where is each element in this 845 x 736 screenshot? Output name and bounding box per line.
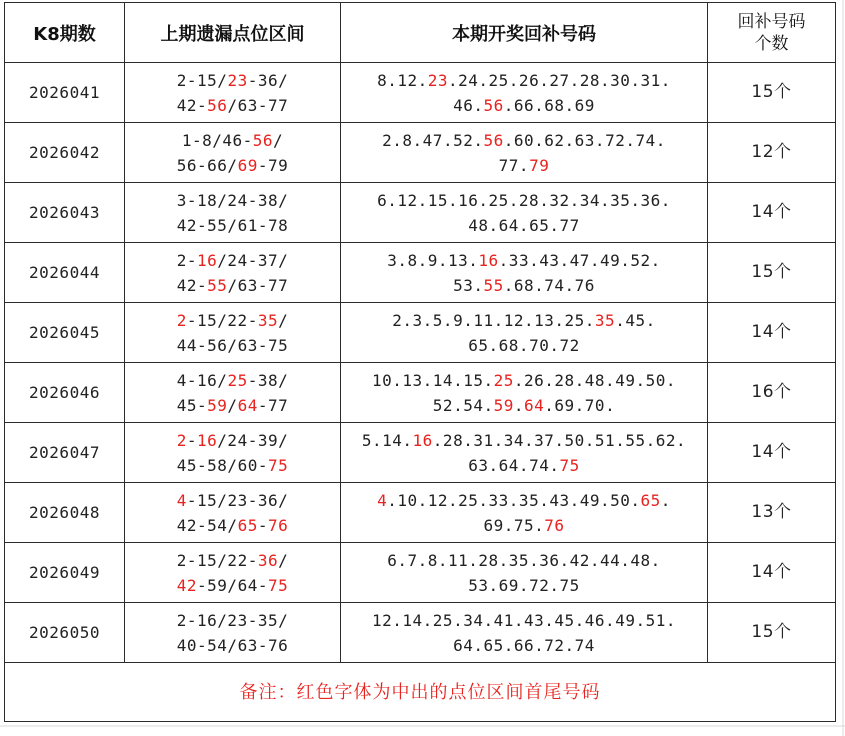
number-text: .28.31.34.37.50.51.55.62. bbox=[432, 430, 687, 450]
header-row bbox=[5, 3, 836, 63]
number-text: 2- bbox=[176, 250, 198, 270]
interval-line bbox=[125, 573, 340, 598]
numbers-line bbox=[341, 188, 707, 213]
highlighted-number: 64 bbox=[237, 395, 258, 415]
highlighted-number: 55 bbox=[483, 275, 504, 295]
interval-line bbox=[125, 93, 340, 118]
number-text: 69.75. bbox=[483, 515, 545, 535]
numbers-line bbox=[341, 633, 707, 658]
interval-line bbox=[125, 68, 340, 93]
highlighted-number: 4 bbox=[377, 490, 388, 510]
number-text: 2.8.47.52. bbox=[382, 130, 484, 150]
highlighted-number: 16 bbox=[412, 430, 433, 450]
highlighted-number: 4 bbox=[176, 490, 187, 510]
numbers-line bbox=[341, 68, 707, 93]
number-text: 65.68.70.72 bbox=[468, 335, 580, 355]
number-text: 3-18/24-38/ bbox=[176, 190, 289, 210]
highlighted-number: 79 bbox=[529, 155, 550, 175]
number-text: -77 bbox=[257, 395, 289, 415]
number-text: 2.3.5.9.11.12.13.25. bbox=[392, 310, 595, 330]
numbers-line bbox=[341, 488, 707, 513]
table-row bbox=[5, 543, 836, 603]
interval-line bbox=[125, 633, 340, 658]
number-text: -59/64- bbox=[197, 575, 268, 595]
highlighted-number: 36 bbox=[257, 550, 279, 570]
interval-cell bbox=[125, 363, 341, 423]
numbers-line bbox=[341, 513, 707, 538]
highlighted-number: 25 bbox=[493, 370, 514, 390]
table-row bbox=[5, 423, 836, 483]
number-text: 8.12. bbox=[377, 70, 428, 90]
count-cell: 15个 bbox=[708, 63, 836, 123]
count-cell: 12个 bbox=[708, 123, 836, 183]
count-cell: 14个 bbox=[708, 423, 836, 483]
number-text: 2-15/22- bbox=[176, 550, 258, 570]
highlighted-number: 56 bbox=[483, 95, 504, 115]
number-text: 48.64.65.77 bbox=[468, 215, 580, 235]
interval-line bbox=[125, 188, 340, 213]
highlighted-number: 75 bbox=[267, 575, 289, 595]
number-text: 5.14. bbox=[361, 430, 413, 450]
count-cell: 14个 bbox=[708, 543, 836, 603]
numbers-cell bbox=[341, 423, 708, 483]
header-numbers: 本期开奖回补号码 bbox=[341, 3, 708, 63]
numbers-line bbox=[341, 393, 707, 418]
interval-cell bbox=[125, 243, 341, 303]
period-cell: 2026047 bbox=[5, 423, 125, 483]
number-text: 45- bbox=[176, 395, 208, 415]
numbers-cell bbox=[341, 123, 708, 183]
period-cell: 2026042 bbox=[5, 123, 125, 183]
header-period: K8期数 bbox=[5, 3, 125, 63]
highlighted-number: 16 bbox=[197, 430, 218, 450]
interval-line bbox=[125, 153, 340, 178]
number-text: 44-56/63-75 bbox=[176, 335, 289, 355]
table-row bbox=[5, 483, 836, 543]
number-text: /63-77 bbox=[227, 95, 289, 115]
interval-line bbox=[125, 308, 340, 333]
count-cell: 14个 bbox=[708, 303, 836, 363]
interval-line bbox=[125, 248, 340, 273]
interval-cell bbox=[125, 63, 341, 123]
number-text: -38/ bbox=[247, 370, 289, 390]
number-text: /24-39/ bbox=[217, 430, 289, 450]
numbers-line bbox=[341, 453, 707, 478]
number-text: . bbox=[513, 395, 524, 415]
highlighted-number: 56 bbox=[252, 130, 274, 150]
period-cell: 2026043 bbox=[5, 183, 125, 243]
lottery-table bbox=[4, 2, 836, 722]
header-count-line2: 个数 bbox=[754, 33, 789, 54]
period-cell: 2026045 bbox=[5, 303, 125, 363]
interval-cell bbox=[125, 603, 341, 663]
number-text: / bbox=[278, 550, 289, 570]
number-text: .24.25.26.27.28.30.31. bbox=[448, 70, 671, 90]
interval-cell bbox=[125, 543, 341, 603]
numbers-cell bbox=[341, 483, 708, 543]
highlighted-number: 69 bbox=[237, 155, 258, 175]
number-text: - bbox=[186, 430, 198, 450]
table-row bbox=[5, 303, 836, 363]
number-text: 77. bbox=[498, 155, 530, 175]
numbers-line bbox=[341, 608, 707, 633]
interval-line bbox=[125, 513, 340, 538]
number-text: -15/23-36/ bbox=[186, 490, 289, 510]
highlighted-number: 65 bbox=[640, 490, 661, 510]
count-cell: 13个 bbox=[708, 483, 836, 543]
number-text: / bbox=[273, 130, 284, 150]
interval-line bbox=[125, 368, 340, 393]
numbers-line bbox=[341, 333, 707, 358]
header-count-line1: 回补号码 bbox=[737, 11, 806, 32]
highlighted-number: 56 bbox=[207, 95, 228, 115]
highlighted-number: 42 bbox=[176, 575, 198, 595]
highlighted-number: 75 bbox=[559, 455, 580, 475]
number-text: .45. bbox=[615, 310, 656, 330]
numbers-line bbox=[341, 308, 707, 333]
number-text: 42-54/ bbox=[176, 515, 238, 535]
number-text: - bbox=[257, 515, 268, 535]
highlighted-number: 25 bbox=[227, 370, 248, 390]
highlighted-number: 16 bbox=[478, 250, 499, 270]
number-text: 40-54/63-76 bbox=[176, 635, 289, 655]
interval-line bbox=[125, 488, 340, 513]
highlighted-number: 2 bbox=[176, 430, 187, 450]
period-cell: 2026050 bbox=[5, 603, 125, 663]
period-cell: 2026046 bbox=[5, 363, 125, 423]
interval-line bbox=[125, 608, 340, 633]
highlighted-number: 65 bbox=[237, 515, 258, 535]
numbers-line bbox=[341, 428, 707, 453]
highlighted-number: 23 bbox=[427, 70, 448, 90]
number-text: / bbox=[278, 310, 289, 330]
highlighted-number: 35 bbox=[257, 310, 279, 330]
table-row bbox=[5, 363, 836, 423]
number-text: .10.12.25.33.35.43.49.50. bbox=[387, 490, 641, 510]
number-text: 63.64.74. bbox=[468, 455, 560, 475]
number-text: 10.13.14.15. bbox=[372, 370, 494, 390]
number-text: 2-16/23-35/ bbox=[176, 610, 289, 630]
number-text: 2-15/ bbox=[176, 70, 228, 90]
interval-cell bbox=[125, 183, 341, 243]
interval-line bbox=[125, 548, 340, 573]
numbers-line bbox=[341, 93, 707, 118]
count-cell: 15个 bbox=[708, 603, 836, 663]
table-row bbox=[5, 63, 836, 123]
interval-cell bbox=[125, 483, 341, 543]
header-count bbox=[708, 3, 836, 63]
numbers-cell bbox=[341, 183, 708, 243]
highlighted-number: 76 bbox=[544, 515, 565, 535]
interval-line bbox=[125, 428, 340, 453]
number-text: 46. bbox=[453, 95, 484, 115]
number-text: 1-8/46- bbox=[181, 130, 253, 150]
number-text: .66.68.69 bbox=[503, 95, 595, 115]
number-text: .68.74.76 bbox=[503, 275, 595, 295]
table-row bbox=[5, 603, 836, 663]
highlighted-number: 76 bbox=[267, 515, 289, 535]
numbers-cell bbox=[341, 603, 708, 663]
number-text: 6.7.8.11.28.35.36.42.44.48. bbox=[387, 550, 661, 570]
numbers-line bbox=[341, 153, 707, 178]
number-text: /63-77 bbox=[227, 275, 289, 295]
number-text: .33.43.47.49.52. bbox=[498, 250, 661, 270]
period-cell: 2026041 bbox=[5, 63, 125, 123]
highlighted-number: 16 bbox=[197, 250, 218, 270]
number-text: / bbox=[227, 395, 238, 415]
table-row bbox=[5, 243, 836, 303]
number-text: 56-66/ bbox=[176, 155, 238, 175]
number-text: 4-16/ bbox=[176, 370, 228, 390]
number-text: 6.12.15.16.25.28.32.34.35.36. bbox=[377, 190, 671, 210]
highlighted-number: 59 bbox=[493, 395, 514, 415]
number-text: 64.65.66.72.74 bbox=[453, 635, 595, 655]
interval-line bbox=[125, 213, 340, 238]
number-text: 45-58/60- bbox=[176, 455, 268, 475]
number-text: 42- bbox=[176, 275, 208, 295]
numbers-cell bbox=[341, 63, 708, 123]
interval-line bbox=[125, 393, 340, 418]
number-text: 53. bbox=[453, 275, 484, 295]
number-text: . bbox=[660, 490, 671, 510]
number-text: 42-55/61-78 bbox=[176, 215, 289, 235]
numbers-line bbox=[341, 248, 707, 273]
count-cell: 15个 bbox=[708, 243, 836, 303]
count-cell: 16个 bbox=[708, 363, 836, 423]
number-text: 52.54. bbox=[432, 395, 494, 415]
number-text: -36/ bbox=[247, 70, 289, 90]
number-text: -15/22- bbox=[186, 310, 258, 330]
numbers-line bbox=[341, 573, 707, 598]
numbers-line bbox=[341, 213, 707, 238]
highlighted-number: 75 bbox=[267, 455, 289, 475]
numbers-line bbox=[341, 368, 707, 393]
number-text: 53.69.72.75 bbox=[468, 575, 580, 595]
numbers-line bbox=[341, 273, 707, 298]
footer-note: 备注：红色字体为中出的点位区间首尾号码 bbox=[5, 663, 836, 722]
period-cell: 2026044 bbox=[5, 243, 125, 303]
period-cell: 2026048 bbox=[5, 483, 125, 543]
numbers-cell bbox=[341, 543, 708, 603]
number-text: 3.8.9.13. bbox=[387, 250, 479, 270]
table-row bbox=[5, 183, 836, 243]
highlighted-number: 23 bbox=[227, 70, 248, 90]
highlighted-number: 35 bbox=[594, 310, 616, 330]
highlighted-number: 2 bbox=[176, 310, 187, 330]
highlighted-number: 64 bbox=[524, 395, 545, 415]
highlighted-number: 55 bbox=[207, 275, 228, 295]
numbers-cell bbox=[341, 243, 708, 303]
number-text: .60.62.63.72.74. bbox=[503, 130, 666, 150]
footer-row bbox=[5, 663, 836, 722]
numbers-line bbox=[341, 548, 707, 573]
number-text: .26.28.48.49.50. bbox=[513, 370, 676, 390]
number-text: /24-37/ bbox=[217, 250, 289, 270]
period-cell: 2026049 bbox=[5, 543, 125, 603]
numbers-cell bbox=[341, 363, 708, 423]
number-text: -79 bbox=[257, 155, 289, 175]
interval-line bbox=[125, 453, 340, 478]
interval-line bbox=[125, 273, 340, 298]
table-row bbox=[5, 123, 836, 183]
interval-cell bbox=[125, 423, 341, 483]
numbers-cell bbox=[341, 303, 708, 363]
number-text: 42- bbox=[176, 95, 208, 115]
interval-cell bbox=[125, 303, 341, 363]
number-text: .69.70. bbox=[544, 395, 616, 415]
highlighted-number: 56 bbox=[483, 130, 504, 150]
interval-line bbox=[125, 128, 340, 153]
count-cell: 14个 bbox=[708, 183, 836, 243]
highlighted-number: 59 bbox=[207, 395, 228, 415]
header-interval: 上期遗漏点位区间 bbox=[125, 3, 341, 63]
numbers-line bbox=[341, 128, 707, 153]
number-text: 12.14.25.34.41.43.45.46.49.51. bbox=[372, 610, 676, 630]
interval-line bbox=[125, 333, 340, 358]
interval-cell bbox=[125, 123, 341, 183]
